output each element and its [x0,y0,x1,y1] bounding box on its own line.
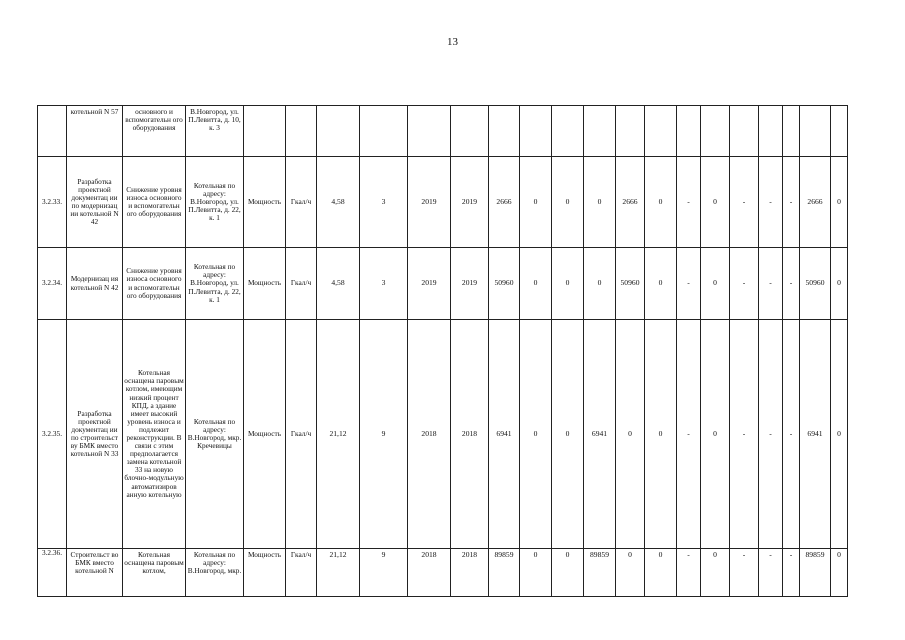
table-cell: Котельная по адресу: В.Новгород, ул. П.Левитта, д. 22, к. 1 [186,157,244,248]
table-cell [520,106,552,157]
table-cell: 2666 [800,157,831,248]
table-cell: 21,12 [317,549,360,597]
table-cell: 0 [520,320,552,549]
table-cell: - [730,320,759,549]
table-cell: - [759,157,783,248]
table-cell: 50960 [489,248,520,320]
table-cell: 3.2.36. [38,549,67,597]
table-cell: 0 [520,157,552,248]
table-cell: 0 [552,549,584,597]
table-cell: Гкал/ч [286,248,317,320]
table-cell: 0 [616,320,645,549]
table-cell: 0 [831,320,848,549]
table-cell: Гкал/ч [286,157,317,248]
table-cell: Гкал/ч [286,549,317,597]
table-cell: - [730,549,759,597]
table-cell: 89859 [584,549,616,597]
table-cell: котельной N 57 [67,106,123,157]
page-number: 13 [447,36,458,48]
table-cell: 3.2.33. [38,157,67,248]
table-cell: 21,12 [317,320,360,549]
table-cell: Мощность [244,248,286,320]
table-row [38,549,848,597]
table-cell: 3.2.35. [38,320,67,549]
table-cell [616,106,645,157]
table-cell: - [783,320,800,549]
table-cell: Разработка проектной документац ии по модернизац ии котельной N 42 [67,157,123,248]
table-cell [317,106,360,157]
table-cell: 2019 [408,157,451,248]
table-cell: 2019 [451,157,489,248]
table-cell [552,106,584,157]
table-cell: 2018 [451,549,489,597]
investment-program-table [37,105,848,597]
table-cell: 0 [584,248,616,320]
table-cell: 89859 [800,549,831,597]
table-cell: 2666 [489,157,520,248]
table-cell: 0 [645,320,677,549]
table-cell: 50960 [800,248,831,320]
table-cell: Снижение уровня износа основного и вспомогательн ого оборудования [123,248,186,320]
table-cell: - [730,248,759,320]
table-cell: - [759,248,783,320]
table-cell: - [677,157,701,248]
table-cell [677,106,701,157]
table-cell: 0 [552,320,584,549]
table-cell: 2019 [408,248,451,320]
table-cell [759,106,783,157]
table-cell: 2019 [451,248,489,320]
table-cell: Мощность [244,549,286,597]
table-cell [730,106,759,157]
table-cell [360,106,408,157]
table-cell: 2018 [451,320,489,549]
table-cell: - [783,248,800,320]
table-cell: 3 [360,248,408,320]
table-cell [451,106,489,157]
table-cell: 0 [584,157,616,248]
table-cell: 4,58 [317,248,360,320]
table-cell [800,106,831,157]
table-cell: 0 [552,157,584,248]
table-cell: Котельная по адресу: В.Новгород, мкр. Кречевицы [186,320,244,549]
table-cell: 0 [552,248,584,320]
table-row [38,248,848,320]
table-cell: Котельная оснащена паровым котлом, имеющим низкий процент КПД, а здание имеет высокий уровень износа и подлежит реконструкции. В связи с этим предполагается замена котельной 33 на новую блочно-модульную автоматизиров анную котельную [123,320,186,549]
table-cell: - [783,549,800,597]
table-cell: - [783,157,800,248]
table-row [38,157,848,248]
table-cell: Строительст во БМК вместо котельной N [67,549,123,597]
table-cell [701,106,730,157]
table-cell: Мощность [244,320,286,549]
table-cell: 9 [360,320,408,549]
table-cell: 0 [831,248,848,320]
table-cell [645,106,677,157]
table-cell: Котельная по адресу: В.Новгород, ул. П.Левитта, д. 22, к. 1 [186,248,244,320]
table-cell [489,106,520,157]
table-cell: 9 [360,549,408,597]
table-cell: 6941 [800,320,831,549]
table-cell: Мощность [244,157,286,248]
table-cell: Котельная оснащена паровым котлом, [123,549,186,597]
table-cell: 0 [520,549,552,597]
table-cell: Котельная по адресу: В.Новгород, мкр. [186,549,244,597]
table-cell: 0 [701,320,730,549]
table-cell: 0 [645,549,677,597]
table-cell [408,106,451,157]
table-cell: 0 [701,248,730,320]
table-cell: В.Новгород, ул. П.Левитта, д. 10, к. 3 [186,106,244,157]
table-body [38,106,848,597]
table-cell: 0 [616,549,645,597]
table-cell: - [759,320,783,549]
table-cell: 3.2.34. [38,248,67,320]
table-cell: - [677,248,701,320]
table-cell: - [730,157,759,248]
table-cell: 0 [831,157,848,248]
table-cell [38,106,67,157]
table-cell: Снижение уровня износа основного и вспомогательн ого оборудования [123,157,186,248]
table-cell: 0 [645,248,677,320]
table-cell [584,106,616,157]
table-cell: 50960 [616,248,645,320]
table-cell [244,106,286,157]
table-cell: - [677,549,701,597]
table-cell: основного и вспомогательн ого оборудования [123,106,186,157]
table-cell [783,106,800,157]
table-cell [286,106,317,157]
table-cell: 6941 [584,320,616,549]
table-cell: 2018 [408,320,451,549]
table-cell: - [677,320,701,549]
table-row [38,106,848,157]
table-row [38,320,848,549]
table-cell: 4,58 [317,157,360,248]
table-cell: Модернизац ия котельной N 42 [67,248,123,320]
table-cell: 0 [701,157,730,248]
table-cell: 3 [360,157,408,248]
table-cell: - [759,549,783,597]
table-cell: Разработка проектной документац ии по строительст ву БМК вместо котельной N 33 [67,320,123,549]
table-cell [831,106,848,157]
table-cell: 6941 [489,320,520,549]
table-cell: 0 [645,157,677,248]
table-cell: 0 [520,248,552,320]
table-cell: Гкал/ч [286,320,317,549]
table-cell: 2018 [408,549,451,597]
table-cell: 2666 [616,157,645,248]
table-cell: 0 [701,549,730,597]
table-cell: 89859 [489,549,520,597]
table-cell: 0 [831,549,848,597]
